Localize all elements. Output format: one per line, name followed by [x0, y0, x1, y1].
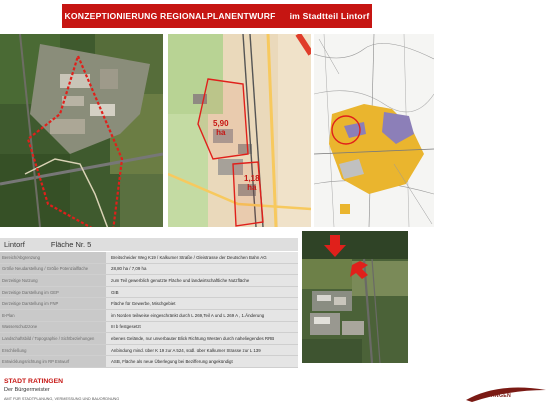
row-label: B-Plan [0, 310, 106, 321]
row-value: ASB, Fläche als neue Überlegung bei Bezifferung angekündigt [106, 356, 298, 367]
footer-office: AMT FÜR STADTPLANUNG, VERMESSUNG UND BAUORDNUNG [4, 397, 120, 401]
table-row [0, 322, 298, 334]
row-label: Landschaftsbild / Topographie / Sichtbeziehungen [0, 333, 106, 344]
row-label: Entwicklungsrichtung im RP Entwurf [0, 356, 106, 367]
topographic-map-graphic [168, 34, 311, 227]
table-row [0, 310, 298, 322]
row-value: 28,80 ha / 7,09 ha [106, 264, 298, 275]
page-title: KONZEPTIONIERUNG REGIONALPLANENTWURF [64, 11, 276, 21]
table-row [0, 298, 298, 310]
regional-plan-map-graphic [314, 34, 434, 227]
row-value: im Norden teilweise eingeschränkt durch L 269,Teil A und L 269 A , 1.Änderung [106, 310, 298, 321]
aerial-photo-detail-graphic [302, 231, 408, 363]
area-outline-south [233, 162, 263, 226]
row-label: Wasserschutzzone [0, 322, 106, 333]
table-row [0, 345, 298, 357]
row-value: GIB [106, 287, 298, 298]
table-row [0, 275, 298, 287]
row-label: Bereich/Abgrenzung [0, 252, 106, 263]
area-label-south [244, 175, 260, 193]
row-value: zum Teil gewerblich genutzte Fläche und landwirtschaftliche Nutzfläche [106, 275, 298, 286]
title-banner [62, 4, 372, 28]
table-row [0, 333, 298, 345]
row-value: ebenes Gelände, nur unverbauter Blick Richtung Westen durch naheliegendes RRB [106, 333, 298, 344]
topographic-map [168, 34, 311, 227]
area-label-north-value: 5,90 [213, 119, 229, 128]
attribute-table [0, 252, 298, 368]
aerial-photo-graphic [0, 34, 163, 227]
row-value: Anbindung mind. über K 19 zur A 524, südl. über Kalkumer Strasse zur L 139 [106, 345, 298, 356]
table-header [0, 238, 298, 251]
row-label: Derzeitige Darstellung im FNP [0, 298, 106, 309]
row-value: Fläche für Gewerbe, Mischgebiet [106, 298, 298, 309]
table-row [0, 287, 298, 299]
footer-city-name: STADT RATINGEN [4, 378, 64, 385]
row-label: Größe Neudarstellung / Größe Potenzialfläche [0, 264, 106, 275]
area-label-north [213, 120, 229, 138]
row-label: Derzeitige Darstellung im GEP [0, 287, 106, 298]
regional-plan-map [314, 34, 434, 227]
table-row [0, 252, 298, 264]
table-row [0, 264, 298, 276]
row-value: III b festgesetzt [106, 322, 298, 333]
area-number-label: Fläche Nr. 5 [50, 240, 92, 249]
district-label: Lintorf [4, 240, 25, 249]
row-label: Erschließung [0, 345, 106, 356]
aerial-photo-detail [302, 231, 408, 363]
city-logo-text: RATINGEN [482, 393, 512, 399]
area-label-south-unit: ha [247, 182, 257, 192]
page-subtitle: im Stadtteil Lintorf [289, 11, 370, 21]
footer-mayor: Der Bürgermeister [4, 387, 50, 393]
row-value: Breitscheider Weg K19 / Kalkumer Straße / Gleistrasse der Deutschen Bahn AG [106, 252, 298, 263]
aerial-photo-overview [0, 34, 163, 227]
area-label-south-value: 1,18 [244, 174, 260, 183]
row-label: Derzeitige Nutzung [0, 275, 106, 286]
table-row [0, 356, 298, 368]
area-label-north-unit: ha [216, 127, 226, 137]
